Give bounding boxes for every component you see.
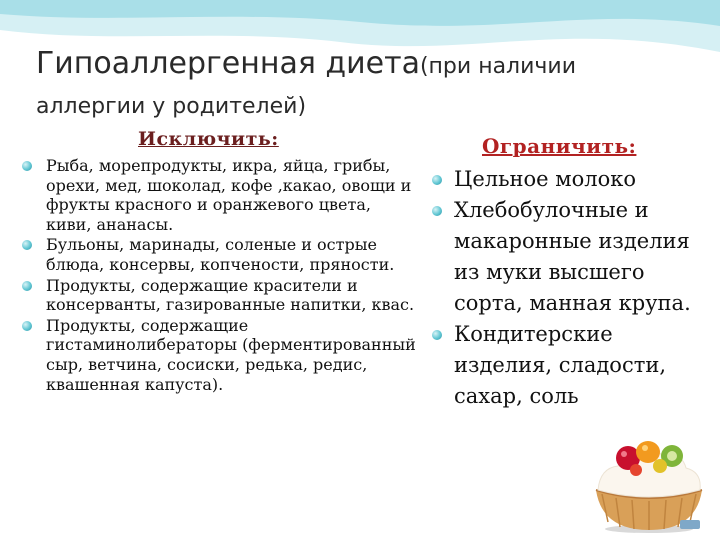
bullet-icon	[432, 175, 442, 185]
list-item	[20, 316, 420, 394]
list-item	[432, 164, 712, 195]
limit-column	[432, 134, 712, 412]
list-item-text: Цельное молоко	[454, 167, 636, 191]
limit-heading: Ограничить:	[482, 134, 637, 158]
list-item-text: Продукты, содержащие гистаминолибераторы (ферментированный сыр, ветчина, сосиски, редька, редис, квашенная капуста).	[46, 315, 416, 394]
list-item	[20, 156, 420, 234]
title-subtitle: (при наличии	[419, 54, 577, 79]
exclude-list	[20, 156, 420, 394]
list-item	[432, 319, 712, 412]
title-main: Гипоаллергенная диета	[36, 46, 420, 81]
list-item-text: Бульоны, маринады, соленые и острые блюда, консервы, копчености, пряности.	[46, 235, 395, 274]
exclude-column	[20, 128, 420, 395]
bullet-icon	[22, 321, 32, 331]
list-item	[432, 195, 712, 319]
list-item-text: Продукты, содержащие красители и консерванты, газированные напитки, квас.	[46, 275, 415, 315]
list-item-text: Хлебобулочные и макаронные изделия из муки высшего сорта, манная крупа.	[454, 198, 691, 315]
bullet-icon	[22, 161, 32, 171]
list-item	[20, 276, 420, 315]
bullet-icon	[22, 240, 32, 250]
title-second-line: аллергии у родителей)	[36, 94, 307, 119]
dessert-tartlet-icon	[588, 432, 710, 534]
list-item	[20, 235, 420, 274]
bullet-icon	[432, 206, 442, 216]
list-item-text: Рыба, морепродукты, икра, яйца, грибы, орехи, мед, шоколад, кофе ,какао, овощи и фрукты красного и оранжевого цвета, киви, ананасы.	[46, 156, 412, 234]
exclude-heading: Исключить:	[138, 128, 279, 150]
bullet-icon	[22, 281, 32, 291]
limit-list	[432, 164, 712, 412]
bullet-icon	[432, 330, 442, 340]
list-item-text: Кондитерские изделия, сладости, сахар, соль	[454, 322, 666, 408]
page-title	[36, 38, 706, 121]
